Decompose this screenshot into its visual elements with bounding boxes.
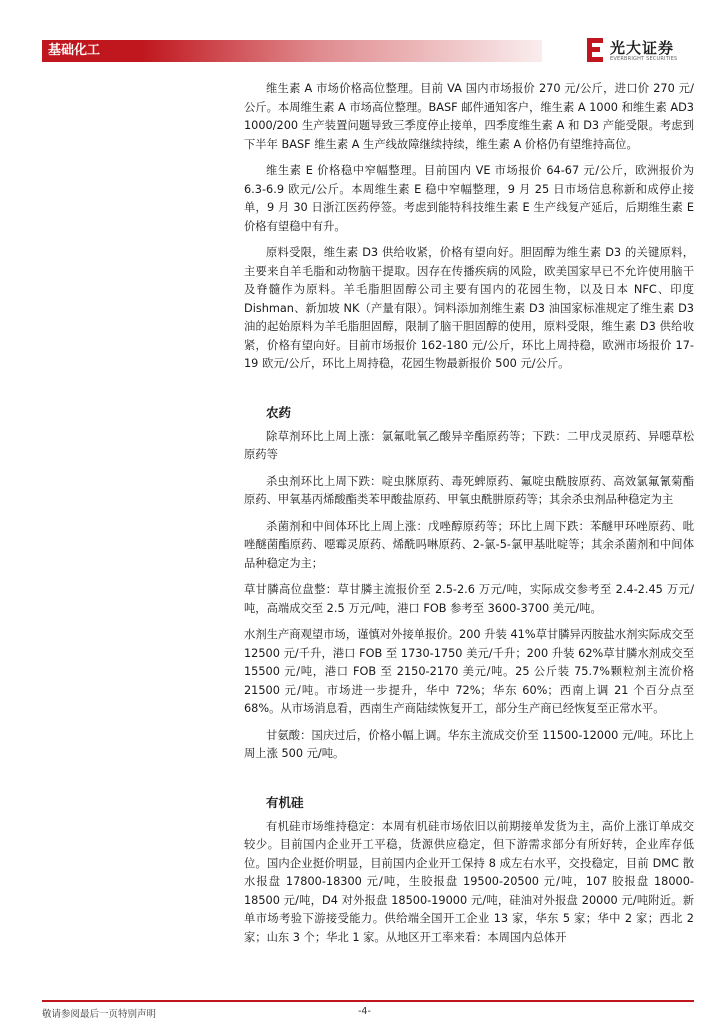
vitamin-d3-paragraph: 原料受限，维生素 D3 供给收紧，价格有望向好。胆固醇为维生素 D3 的关键原料，主要来自羊毛脂和动物脑干提取。因存在传播疾病的风险，欧美国家早已不允许使用脑干及脊髓作为原料。羊毛脂胆固醇公司主要有国内的花园生物，以及日本 NFC、印度 Dishman、新加坡 NK（产量有限）。饲料添加剂维生素 D3 油国家标准规定了维生素 D3 油的起始原料为羊毛脂胆固醇，限制了脑干胆固醇的使用，原料受限，维生素 D3 供给收紧，价格有望向好。目前市场报价 162-180 元/公斤，环比上周持稳，欧洲市场报价 17-19 欧元/公斤，环比上周持稳，花园生物最新报价 500 元/公斤。: [244, 246, 694, 370]
pesticide-heading: 农药: [266, 404, 292, 420]
herbicide-paragraph: 除草剂环比上周上涨：氯氟吡氧乙酸异辛酯原药等；下跌：二甲戊灵原药、异噁草松原药等: [244, 429, 694, 461]
body-content: [244, 80, 694, 955]
silicone-heading: 有机硅: [266, 794, 304, 810]
section-tag: 基础化工: [48, 43, 101, 58]
page-number: -4-: [358, 1006, 371, 1017]
header-bar: [42, 40, 542, 62]
page-footer: [42, 1000, 694, 1024]
logo-text: 光大证券: [610, 39, 675, 57]
fungicide-paragraph: 杀菌剂和中间体环比上周上涨：戊唑醇原药等；环比上周下跌：苯醚甲环唑原药、吡唑醚菌酯原药、噁霉灵原药、烯酰吗啉原药、2-氯-5-氯甲基吡啶等；其余杀菌剂和中间体品种稳定为主；: [244, 519, 694, 570]
disclaimer-note: 敬请参阅最后一页特别声明: [42, 1009, 157, 1020]
glycine-paragraph: 甘氨酸：国庆过后，价格小幅上调。华东主流成交价至 11500-12000 元/吨。环比上周上涨 500 元/吨。: [244, 728, 694, 760]
logo-mark-icon: [586, 38, 604, 62]
glyphosate-paragraph: 草甘膦高位盘整：草甘膦主流报价至 2.5-2.6 万元/吨，实际成交参考至 2.4-2.45 万元/吨，高端成交至 2.5 万元/吨，港口 FOB 参考至 3600-3700 美元/吨。: [244, 583, 694, 615]
footer-divider: [42, 1000, 694, 1002]
vitamin-e-paragraph: 维生素 E 价格稳中窄幅整理。目前国内 VE 市场报价 64-67 元/公斤，欧洲报价为 6.3-6.9 欧元/公斤。本周维生素 E 稳中窄幅整理，9 月 25 日市场信息称新和成停止接单，9 月 30 日浙江医药停签。考虑到能特科技维生素 E 生产线复产延后，后期维生素 E 价格有望稳中有升。: [244, 164, 694, 233]
glyphosate-formulation-paragraph: 水剂生产商观望市场，谨慎对外接单报价。200 升装 41%草甘膦异丙胺盐水剂实际成交至 12500 元/千升，港口 FOB 至 1730-1750 美元/千升；200 升装 62%草甘膦水剂成交至 15500 元/吨，港口 FOB 至 2150-2170 美元/吨。25 公斤装 75.7%颗粒剂主流价格 21500 元/吨。市场进一步提升，华中 72%；华东 60%；西南上调 21 个百分点至 68%。从市场消息看，西南生产商陆续恢复开工，部分生产商已经恢复至正常水平。: [244, 628, 694, 715]
broker-logo: [586, 36, 696, 66]
silicone-paragraph: 有机硅市场维持稳定：本周有机硅市场依旧以前期接单发货为主，高价上涨订单成交较少。目前国内企业开工平稳，货源供应稳定，但下游需求部分有所好转，企业库存低位。国内企业挺价明显，目前国内企业开工保持 8 成左右水平，交投稳定，目前 DMC 散水报盘 17800-18300 元/吨，生胶报盘 19500-20500 元/吨，107 胶报盘 18000-18500 元/吨，D4 对外报盘 18500-19000 元/吨，硅油对外报盘 20000 元/吨附近。新单市场考验下游接受能力。供给端全国开工企业 13 家，华东 5 家；华中 2 家；西北 2 家；山东 3 个；华北 1 家。从地区开工率来看：本周国内总体开: [244, 819, 694, 944]
insecticide-paragraph: 杀虫剂环比上周下跌：啶虫脒原药、毒死蜱原药、氟啶虫酰胺原药、高效氯氟氰菊酯原药、甲氧基丙烯酸酯类苯甲酸盐原药、甲氧虫酰肼原药等；其余杀虫剂品种稳定为主: [244, 474, 694, 506]
vitamin-a-paragraph: 维生素 A 市场价格高位整理。目前 VA 国内市场报价 270 元/公斤，进口价 270 元/公斤。本周维生素 A 市场高位整理。BASF 邮件通知客户，维生素 A 1000 和维生素 AD3 1000/200 生产装置问题导致三季度停止接单，四季度维生素 A 和 D3 产能受限。考虑到下半年 BASF 维生素 A 生产线故障继续持续，维生素 A 价格仍有望维持高位。: [244, 82, 694, 151]
logo-subtext: EVERBRIGHT SECURITIES: [610, 56, 678, 62]
